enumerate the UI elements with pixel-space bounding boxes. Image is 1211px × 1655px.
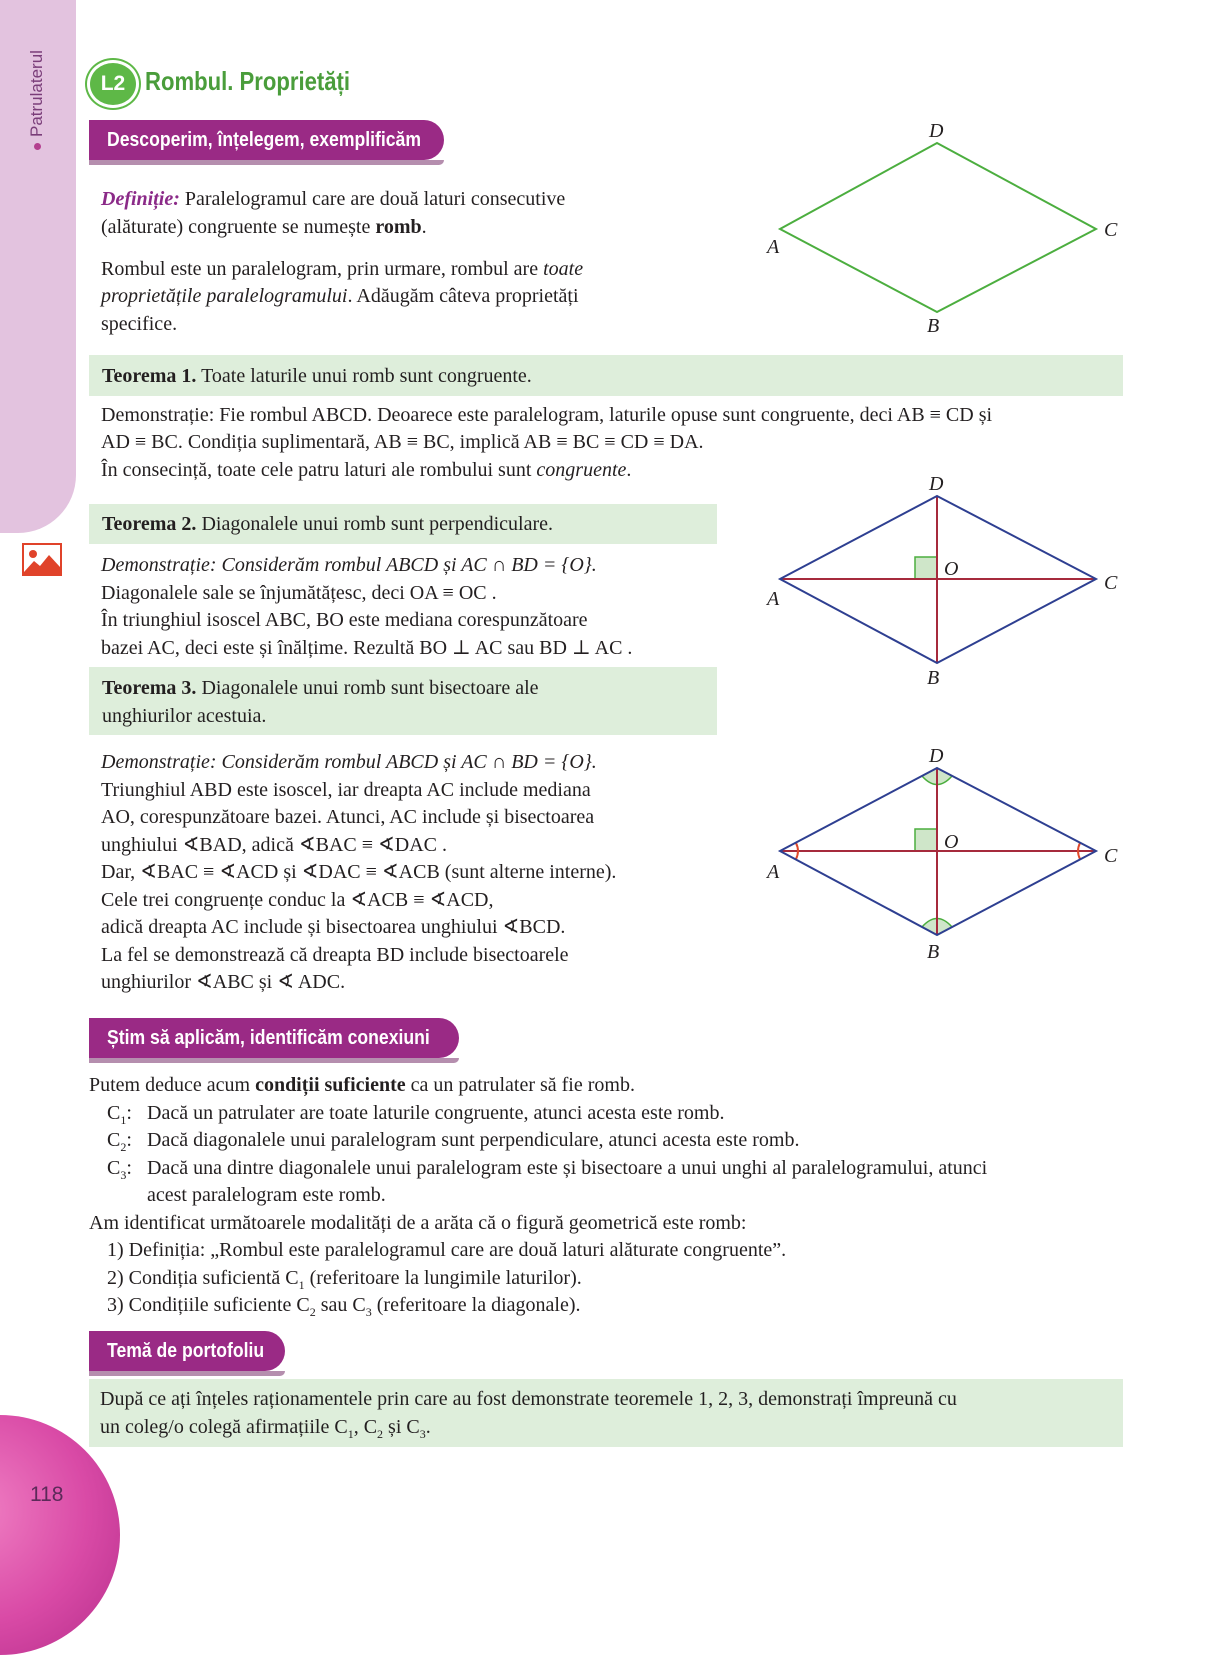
method-3: 3) Condițiile suficiente $C_2$ sau $C_3$ (referitoare la diagonale). [107, 1294, 581, 1319]
section-heading-apply: Știm să aplicăm, identificăm conexiuni [89, 1018, 459, 1058]
page-number: 118 [30, 1483, 64, 1506]
lesson-badge: L2 [90, 63, 136, 105]
vertex-label-a: A [767, 861, 780, 883]
angle-mark-d [922, 768, 952, 785]
intro-line-3: specifice. [101, 313, 178, 335]
vertex-label-b: B [927, 667, 940, 689]
vertex-label-c: C [1104, 219, 1118, 241]
vertex-label-a: A [767, 588, 780, 610]
portfolio-line-2: un coleg/o colegă afirmațiile $C_1$, $C_2$ și $C_3$. [100, 1415, 431, 1441]
lesson-title: Rombul. Proprietăți [145, 66, 351, 96]
theorem-1-proof-line-2: AD ≡ BC. Condiția suplimentară, AB ≡ BC, implică AB ≡ BC ≡ CD ≡ DA. [101, 431, 704, 453]
angle-mark-a [796, 843, 798, 859]
method-2: 2) Condiția suficientă $C_1$ (referitoare la lungimile laturilor). [107, 1267, 582, 1292]
vertex-label-d: D [929, 473, 944, 495]
condition-c3: $C_3$: Dacă una dintre diagonalele unui paralelogram este și bisectoare a unui unghi al paralelogramului, atunci [107, 1157, 988, 1182]
vertex-label-b: B [927, 941, 940, 963]
theorem-1-box [89, 355, 1123, 396]
angle-mark-b [922, 919, 952, 936]
right-angle-mark [915, 557, 937, 579]
theorem-3-proof-line-9: unghiurilor ∢ABC și ∢ ADC. [101, 971, 346, 993]
method-1: 1) Definiția: „Rombul este paralelogramul care are două laturi alăturate congruente”. [107, 1239, 787, 1261]
theorem-2-box [89, 504, 717, 544]
definition-line-2: (alăturate) congruente se numește romb. [101, 216, 427, 238]
portfolio-line-1: După ce ați înțeles raționamentele prin care au fost demonstrate teoremele 1, 2, 3, demonstrați împreună cu [100, 1388, 957, 1410]
apply-intro: Putem deduce acum condiții suficiente ca un patrulater să fie romb. [89, 1074, 635, 1096]
vertex-label-d: D [929, 745, 944, 767]
angle-mark-c [1078, 843, 1080, 859]
corner-decoration [0, 1415, 120, 1655]
theorem-2-statement: Teorema 2. Diagonalele unui romb sunt perpendiculare. [102, 513, 553, 535]
definition-line-1: Definiție: Paralelogramul care are două laturi consecutive [101, 188, 566, 210]
vertex-label-a: A [767, 236, 780, 258]
section-label: Patrulaterul [27, 20, 53, 150]
vertex-label-b: B [927, 315, 940, 337]
theorem-3-proof-line-7: adică dreapta AC include și bisectoarea unghiului ∢BCD. [101, 916, 566, 938]
right-angle-mark [915, 829, 937, 851]
methods-intro: Am identificat următoarele modalități de a arăta că o figură geometrică este romb: [89, 1212, 747, 1234]
condition-c1: $C_1$: Dacă un patrulater are toate laturile congruente, atunci acesta este romb. [107, 1102, 725, 1127]
theorem-1-proof-line-1: Demonstrație: Fie rombul ABCD. Deoarece este paralelogram, laturile opuse sunt congruente, deci AB ≡ CD și [101, 404, 993, 426]
vertex-label-d: D [929, 120, 944, 142]
theorem-2-proof-line-1: Demonstrație: Considerăm rombul ABCD și AC ∩ BD = {O}. [101, 554, 597, 576]
theorem-3-proof-line-1: Demonstrație: Considerăm rombul ABCD și AC ∩ BD = {O}. [101, 751, 597, 773]
theorem-2-proof-line-4: bazei AC, deci este și înălțime. Rezultă BO ⊥ AC sau BD ⊥ AC . [101, 637, 633, 659]
theorem-3-proof-line-3: AO, corespunzătoare bazei. Atunci, AC include și bisectoarea [101, 806, 595, 828]
condition-c3-line-2: acest paralelogram este romb. [147, 1184, 386, 1206]
portfolio-box [89, 1379, 1123, 1447]
theorem-1-proof-line-3: În consecință, toate cele patru laturi ale rombului sunt congruente. [101, 459, 632, 481]
theorem-3-proof-line-8: La fel se demonstrează că dreapta BD include bisectoarele [101, 944, 569, 966]
center-label-o: O [944, 831, 959, 853]
theorem-3-proof-line-4: unghiului ∢BAD, adică ∢BAC ≡ ∢DAC . [101, 834, 447, 856]
vertex-label-c: C [1104, 845, 1118, 867]
theorem-3-proof-line-6: Cele trei congruențe conduc la ∢ACB ≡ ∢ACD, [101, 889, 494, 911]
theorem-3-proof-line-5: Dar, ∢BAC ≡ ∢ACD și ∢DAC ≡ ∢ACB (sunt alterne interne). [101, 861, 617, 883]
theorem-3-box [89, 667, 717, 735]
section-heading-discover: Descoperim, înțelegem, exemplificăm [89, 120, 444, 160]
rhombus-outline [780, 768, 1096, 935]
theorem-3-statement-line-1: Teorema 3. Diagonalele unui romb sunt bisectoare ale [102, 677, 539, 699]
theorem-1-statement: Teorema 1. Toate laturile unui romb sunt congruente. [102, 365, 532, 387]
image-icon[interactable] [22, 543, 62, 576]
intro-line-2: proprietățile paralelogramului. Adăugăm câteva proprietăți [101, 285, 579, 307]
center-label-o: O [944, 558, 959, 580]
theorem-3-statement-line-2: unghiurilor acestuia. [102, 704, 267, 727]
theorem-2-proof-line-2: Diagonalele sale se înjumătățesc, deci OA ≡ OC . [101, 582, 497, 604]
section-heading-portfolio: Temă de portofoliu [89, 1331, 285, 1371]
bullet-dot [34, 143, 41, 150]
theorem-2-proof-line-3: În triunghiul isoscel ABC, BO este mediana corespunzătoare [101, 609, 588, 631]
condition-c2: $C_2$: Dacă diagonalele unui paralelogram sunt perpendiculare, atunci acesta este romb. [107, 1129, 800, 1154]
vertex-label-c: C [1104, 572, 1118, 594]
rhombus-outline [780, 496, 1096, 663]
intro-line-1: Rombul este un paralelogram, prin urmare, rombul are toate [101, 258, 584, 280]
rhombus-outline [780, 143, 1096, 312]
theorem-3-proof-line-2: Triunghiul ABD este isoscel, iar dreapta AC include mediana [101, 779, 591, 801]
